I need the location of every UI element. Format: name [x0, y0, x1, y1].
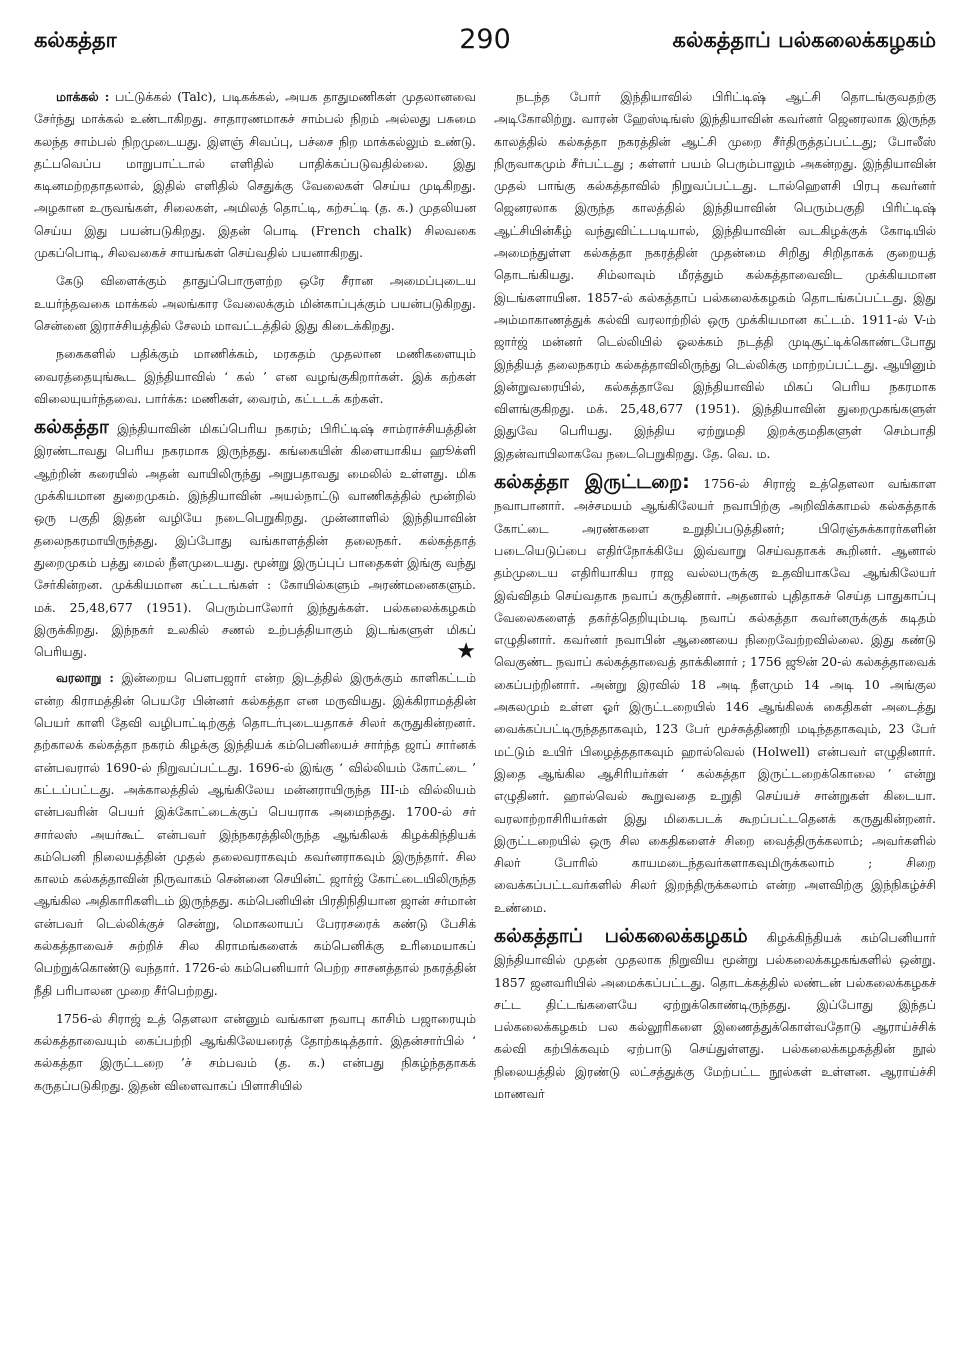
entry-headword: கல்கத்தாப் பல்கலைக்கழகம்: [494, 924, 748, 947]
star-ornament: ★: [456, 639, 476, 665]
paragraph-text: பட்டுக்கல் (Talc), படிகக்கல், அயக தாதுமணிகள் முதலானவை சேர்ந்து மாக்கல் உண்டாகிறது. சாதாரணமாகச் சாம்பல் நிறம் அல்லது பசுமை கலந்த சாம்பல் நிறமுடையது. இளஞ் சிவப்பு, பச்சை நிற மாக்கல்லும் உண்டு. தட்பவெப்ப மாறுபாட்டால் எளிதில் பாதிக்கப்படுவதில்லை. இது கடினமற்றதாதலால், இதில் எளிதில் செதுக்கு வேலைகள் செய்ய முடிகிறது. அழகான உருவங்கள், சிலைகள், அமிலத் தொட்டி, கற்சட்டி (த. க.) முதலியன செய்ய இது பயன்படுகிறது. இதன் பொடி (French chalk) சிலவகை முகப்பொடி, சிலவகைச் சாயங்கள் செய்வதில் பயனாகிறது.: [34, 89, 477, 261]
page-number: 290: [459, 24, 511, 55]
paragraph-text: நடந்த போர் இந்தியாவில் பிரிட்டிஷ் ஆட்சி தொடங்குவதற்கு அடிகோலிற்று. வாரன் ஹேஸ்டிங்ஸ் இந்தியாவின் கவர்னர் ஜெனரலாக இருந்த காலத்தில் கல்கத்தா நகரத்தின் ஆட்சி முறை சீர்திருத்தப்பட்டது; போலீஸ் நிருவாகமும் சீர்பட்டது ; கள்ளர் பயம் பெரும்பாலும் அகன்றது. இந்தியாவின் முதல் பாங்கு கல்கத்தாவில் நிறுவப்பட்டது. டால்ஹௌசி பிரபு கவர்னர் ஜெனரலாக இருந்த காலத்தில் இந்தியாவின் பெரும்பகுதி பிரிட்டிஷ் ஆட்சியின்கீழ் வந்துவிட்டபடியால், இந்தியாவின் வடகிழக்குக் கோடியில் அமைந்துள்ள கல்கத்தா நகரத்தின் முதன்மை சிறிது சிறிதாகக் குறையத் தொடங்கியது. சிம்லாவும் மீரத்தும் கல்கத்தாவைவிட முக்கியமான இடங்களாயின. 1857-ல் கல்கத்தாப் பல்கலைக்கழகம் தொடங்கப்பட்டது. இது அம்மாகாணத்துக் கல்வி வரலாற்றில் ஒரு முக்கியமான கட்டம். 1911-ல் V-ம் ஜார்ஜ் மன்னர் டெல்லியில் ஓலக்கம் நடத்தி முடிசூட்டிக்கொண்டபோது இந்தியத் தலைநகரம் கல்கத்தாவிலிருந்து டெல்லிக்கு மாற்றப்பட்டது. ஆயினும் இன்றுவரையில், கல்கத்தாவே இந்தியாவில் மிகப் பெரிய நகரமாக விளங்குகிறது. மக். 25,48,677 (1951). இந்தியாவின் துறைமுகங்களுள் இதுவே பெரியது. இந்திய ஏற்றுமதி இறக்குமதிகளுள் செம்பாதி இதன்வாயிலாகவே நடைபெறுகிறது. தே. வெ. ம.: [494, 89, 936, 461]
entry-headword: கல்கத்தா இருட்டறை:: [494, 471, 690, 494]
entry-paragraph: [494, 471, 936, 919]
paragraph-text: இன்றைய பௌபஜார் என்ற இடத்தில் இருக்கும் காளிகட்டம் என்ற கிராமத்தின் பெயரே பின்னர் கல்கத்தா என மருவியது. இக்கிராமத்தின் பெயர் காளி தேவி வழிபாட்டிற்குத் தொடர்புடையதாகச் சிலர் கருதுகின்றனர். தற்காலக் கல்கத்தா நகரம் கிழக்கு இந்தியக் கம்பெனியைச் சார்ந்த ஜாப் சார்னக் என்பவரால் 1690-ல் நிறுவப்பட்டது. 1696-ல் இங்கு ‘ வில்லியம் கோட்டை ’ கட்டப்பட்டது. அக்காலத்தில் ஆங்கிலேய மன்னராயிருந்த III-ம் வில்லியம் என்பவரின் பெயர் இக்கோட்டைக்குப் பெயராக அமைந்தது. 1700-ல் சர் சார்லஸ் அயர்கூட் என்பவர் இந்நகரத்திலிருந்த ஆங்கிலக் கிழக்கிந்தியக் கம்பெனி நிலையத்தின் முதல் தலைவராகவும் கவர்னராகவும் இருந்தார். சில காலம் கல்கத்தாவின் நிருவாகம் சென்னை செயின்ட் ஜார்ஜ் கோட்டையிலிருந்த ஆங்கில அதிகாரிகளிடம் இருந்தது. கம்பெனியின் பிரதிநிதியான ஜான் சர்மான் என்பவர் டெல்லிக்குச் சென்று, மொகலாயப் பேரரசரைக் கண்டு பேசிக் கல்கத்தாவைச் சுற்றிச் சில கிராமங்களைக் கம்பெனிக்கு உரிமையாகப் பெற்றுக்கொண்டு வந்தார். 1726-ல் கம்பெனியார் பெற்ற சாசனத்தால் நகரத்தின் நீதி பரிபாலன முறை சீர்பெற்றது.: [34, 670, 477, 998]
entry-headword: கல்கத்தா: [34, 416, 109, 439]
text-paragraph: [34, 86, 476, 264]
text-paragraph: [34, 343, 476, 410]
running-head-right: கல்கத்தாப் பல்கலைக்கழகம்: [672, 28, 936, 52]
left-column: [34, 86, 476, 1105]
right-column: [494, 86, 936, 1105]
paragraph-text: 1756-ல் சிராஜ் உத்தௌலா வங்காள நவாபானார். அச்சமயம் ஆங்கிலேயர் நவாபிற்கு அறிவிக்காமல் கல்கத்தாக் கோட்டை அரண்களை உறுதிப்படுத்தினர்; பிரெஞ்சுக்காரர்களின் படையெடுப்பை எதிர்நோக்கியே இவ்வாறு செய்வதாகக் கூறினர். ஆனால் தம்முடைய எதிரியாகிய ராஜ வல்லபருக்கு உதவியாகவே ஆங்கிலேயர் இவ்விதம் செய்வதாக நவாப் கருதினார். அதனால் புதிதாகச் செய்த பாதுகாப்பு வேலைகளைத் தகர்த்தெறியும்படி நவாப் கல்கத்தா கவர்னருக்குக் கடிதம் எழுதினார். கவர்னர் நவாபின் ஆணையை நிறைவேற்றவில்லை. இது கண்டு வெகுண்ட நவாப் கல்கத்தாவைத் தாக்கினார் ; 1756 ஜூன் 20-ல் கல்கத்தாவைக் கைப்பற்றினார். அன்று இரவில் 18 அடி நீளமும் 14 அடி 10 அங்குல அகலமும் உள்ள ஓர் இருட்டறையில் 146 ஆங்கிலக் கைதிகள் அடைத்து வைக்கப்பட்டிருந்ததாகவும், 123 பேர் மூச்சுத்திணறி மடிந்ததாகவும், 23 பேர் மட்டும் உயிர் பிழைத்ததாகவும் ஹால்வெல் (Holwell) என்பவர் எழுதினார். இதை ஆங்கில ஆசிரியர்கள் ‘ கல்கத்தா இருட்டறைக்கொலை ’ என்று எழுதினர். ஹால்வெல் கூறுவதை உறுதி செய்யச் சான்றுகள் கிடையா. வரலாற்றாசிரியர்கள் இது மிகைபடக் கூறப்பட்டதெனக் கருதுகின்றனர். இருட்டறையில் ஒரு சில கைதிகளைச் சிறை வைத்திருக்கலாம்; அவர்களில் சிலர் போரில் காயமடைந்தவர்களாகவுமிருக்கலாம் ; சிறை வைக்கப்பட்டவர்களில் சிலர் இறந்திருக்கலாம் என்ற அளவிற்கு இந்நிகழ்ச்சி உண்மை.: [494, 476, 937, 915]
text-paragraph: [34, 270, 476, 337]
subentry-term: வரலாறு :: [56, 670, 114, 686]
paragraph-text: இந்தியாவின் மிகப்பெரிய நகரம்; பிரிட்டிஷ் சாம்ராச்சியத்தின் இரண்டாவது பெரிய நகரமாக இருந்தது. கங்கையின் கிளையாகிய ஹூக்ளி ஆற்றின் கரையில் அதன் வாயிலிருந்து அறுபதாவது மைலில் உள்ளது. மிக முக்கியமான துறைமுகம். இந்தியாவின் அயல்நாட்டு வாணிகத்தில் மூன்றில் ஒரு பகுதி இதன் வழியே நடைபெறுகிறது. முன்னாளில் இந்தியாவின் தலைநகரமாயிருந்தது. இப்போது வங்காளத்தின் தலைநகர். கல்கத்தாத் துறைமுகம் பத்து மைல் நீளமுடையது. மூன்று இருப்புப் பாதைகள் இங்கு வந்து சேர்கின்றன. முக்கியமான கட்டடங்கள் : கோயில்களும் அரண்மனைகளும். மக். 25,48,677 (1951). பெரும்பாலோர் இந்துக்கள். பல்கலைக்கழகம் இருக்கிறது. இந்நகர் உலகில் சணல் உற்பத்தியாகும் இடங்களுள் மிகப் பெரியது.: [34, 421, 476, 660]
paragraph-text: கிழக்கிந்தியக் கம்பெனியார் இந்தியாவில் முதன் முதலாக நிறுவிய மூன்று பல்கலைக்கழகங்களில் ஒன்று. 1857 ஜனவரியில் அமைக்கப்பட்டது. தொடக்கத்தில் லண்டன் பல்கலைக்கழகச் சட்ட திட்டங்களையே ஏற்றுக்கொண்டிருந்தது. இப்போது இந்தப் பல்கலைக்கழகம் பல கல்லூரிகளை இணைத்துக்கொள்வதோடு ஆராய்ச்சிக் கல்வி கற்பிக்கவும் ஏற்பாடு செய்துள்ளது. பல்கலைக்கழகத்தின் நூல் நிலையத்தில் இரண்டு லட்சத்துக்கு மேற்பட்ட நூல்கள் உள்ளன. ஆராய்ச்சி மாணவர்: [494, 929, 936, 1102]
text-paragraph: [494, 86, 936, 465]
text-columns: [34, 86, 936, 1105]
paragraph-text: 1756-ல் சிராஜ் உத் தௌலா என்னும் வங்காள நவாபு காசிம் பஜாரையும் கல்கத்தாவையும் கைப்பற்றி ஆங்கிலேயரைத் தோற்கடித்தார். இதன்சார்பில் ‘ கல்கத்தா இருட்டறை ’ச் சம்பவம் (த. க.) என்பது நிகழ்ந்ததாகக் கருதப்படுகிறது. இதன் விளைவாகப் பிளாசியில்: [34, 1010, 476, 1093]
running-head-left: கல்கத்தா: [34, 28, 117, 52]
text-paragraph: [34, 1008, 476, 1097]
text-paragraph: [34, 667, 476, 1001]
paragraph-text: நகைகளில் பதிக்கும் மாணிக்கம், மரகதம் முதலான மணிகளையும் வைரத்தையுங்கூட இந்தியாவில் ‘ கல் ’ என வழங்குகிறார்கள். இக் கற்கள் விலையுயர்ந்தவை. பார்க்க: மணிகள், வைரம், கட்டடக் கற்கள்.: [34, 346, 476, 406]
entry-paragraph: [34, 416, 476, 663]
entry-paragraph: [494, 925, 936, 1105]
page-header: [34, 24, 936, 64]
subentry-term: மாக்கல் :: [56, 89, 110, 104]
paragraph-text: கேடு விளைக்கும் தாதுப்பொருளற்ற ஒரே சீரான அமைப்புடைய உயர்ந்தவகை மாக்கல் அலங்கார வேலைக்கும் மின்காப்புக்கும் பயன்படுகிறது. சென்னை இராச்சியத்தில் சேலம் மாவட்டத்தில் இது கிடைக்கிறது.: [34, 273, 476, 333]
